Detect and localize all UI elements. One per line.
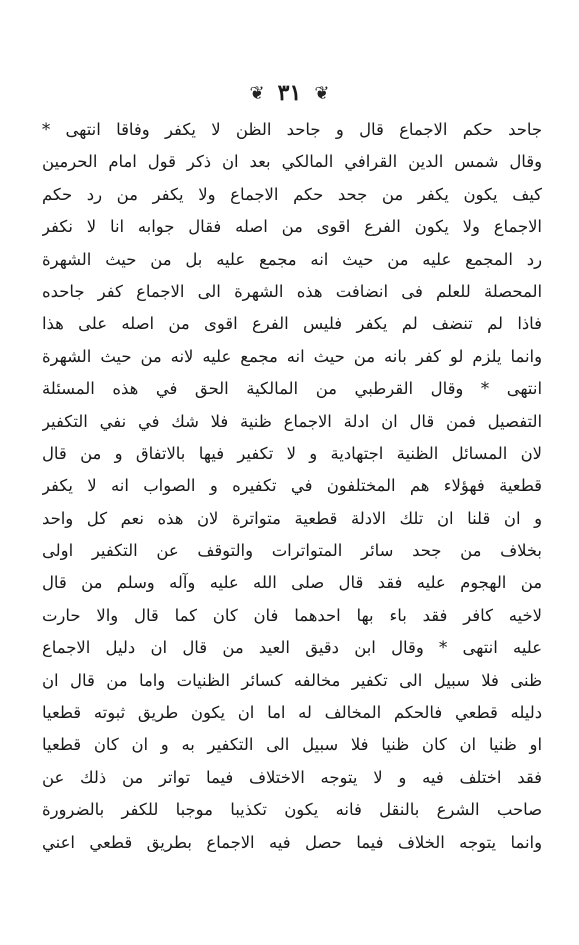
text-line: من الهجوم عليه فقد قال صلى الله عليه وآله وسلم من قال <box>42 573 542 593</box>
ornament-left-icon: ❦ <box>249 82 265 104</box>
text-line: فقد اختلف فيه و لا يتوجه الاختلاف فيما تواتر من ذلك عن <box>42 767 542 787</box>
text-line: فاذا لم تنضف لم يكفر فليس الفرع اقوى من اصله على هذا <box>42 314 542 334</box>
text-line: صاحب الشرع بالنقل فانه يكون تكذيبا موجبا للكفر بالضرورة <box>42 800 542 820</box>
text-line: وقال شمس الدين القرافي المالكي بعد ان ذكر قول امام الحرمين <box>42 152 542 172</box>
text-line: كيف يكون يكفر من جحد حكم الاجماع ولا يكفر من رد حكم <box>42 184 542 204</box>
text-line: وانما يلزم لو كفر بانه من حيث انه مجمع عليه لانه من حيث الشهرة <box>42 346 542 366</box>
text-line: لان المسائل الظنية اجتهادية و لا تكفير فيها بالاتفاق و من قال <box>42 443 542 463</box>
text-line: دليله قطعي فالحكم المخالف له اما ان يكون طريق ثبوته قطعيا <box>42 703 542 723</box>
text-line: بخلاف من جحد سائر المتواترات والتوقف عن التكفير اولى <box>42 541 542 561</box>
text-line: عليه انتهى * وقال ابن دقيق العيد من قال ان دليل الاجماع <box>42 638 542 658</box>
body-text <box>42 114 542 859</box>
text-line: التفصيل فمن قال ان ادلة الاجماع ظنية فلا شك في نفي التكفير <box>42 411 542 431</box>
page-number: ٣١ <box>277 80 302 106</box>
text-line: جاحد حكم الاجماع قال و جاحد الظن لا يكفر وفاقا انتهى * <box>42 120 542 139</box>
ornament-right-icon: ❦ <box>314 82 330 104</box>
text-line: رد المجمع عليه من حيث انه مجمع عليه بل من حيث الشهرة <box>42 249 542 269</box>
page-header <box>0 80 579 106</box>
text-line: او ظنيا ان كان ظنيا فلا سبيل الى التكفير به و ان كان قطعيا <box>42 735 542 755</box>
text-line: وانما يتوجه الخلاف فيما حصل فيه الاجماع بطريق قطعي اعني <box>42 832 542 852</box>
text-line: المحصلة للعلم فى انضافت هذه الشهرة الى الاجماع كفر جاحده <box>42 281 542 301</box>
text-line: الاجماع ولا يكون الفرع اقوى من اصله فقال جوابه انا لا نكفر <box>42 217 542 237</box>
text-line: لاخيه كافر فقد باء بها احدهما فان كان كما قال والا حارت <box>42 605 542 625</box>
text-line: ظنى فلا سبيل الى تكفير مخالفه كسائر الظنيات واما من قال ان <box>42 670 542 690</box>
text-line: انتهى * وقال القرطبي من المالكية الحق في هذه المسئلة <box>42 379 542 399</box>
text-line: و ان قلنا ان تلك الادلة قطعية متواترة لان هذه نعم كل واحد <box>42 508 542 528</box>
text-line: قطعية فهؤلاء هم المختلفون في تكفيره و الصواب انه لا يكفر <box>42 476 542 496</box>
